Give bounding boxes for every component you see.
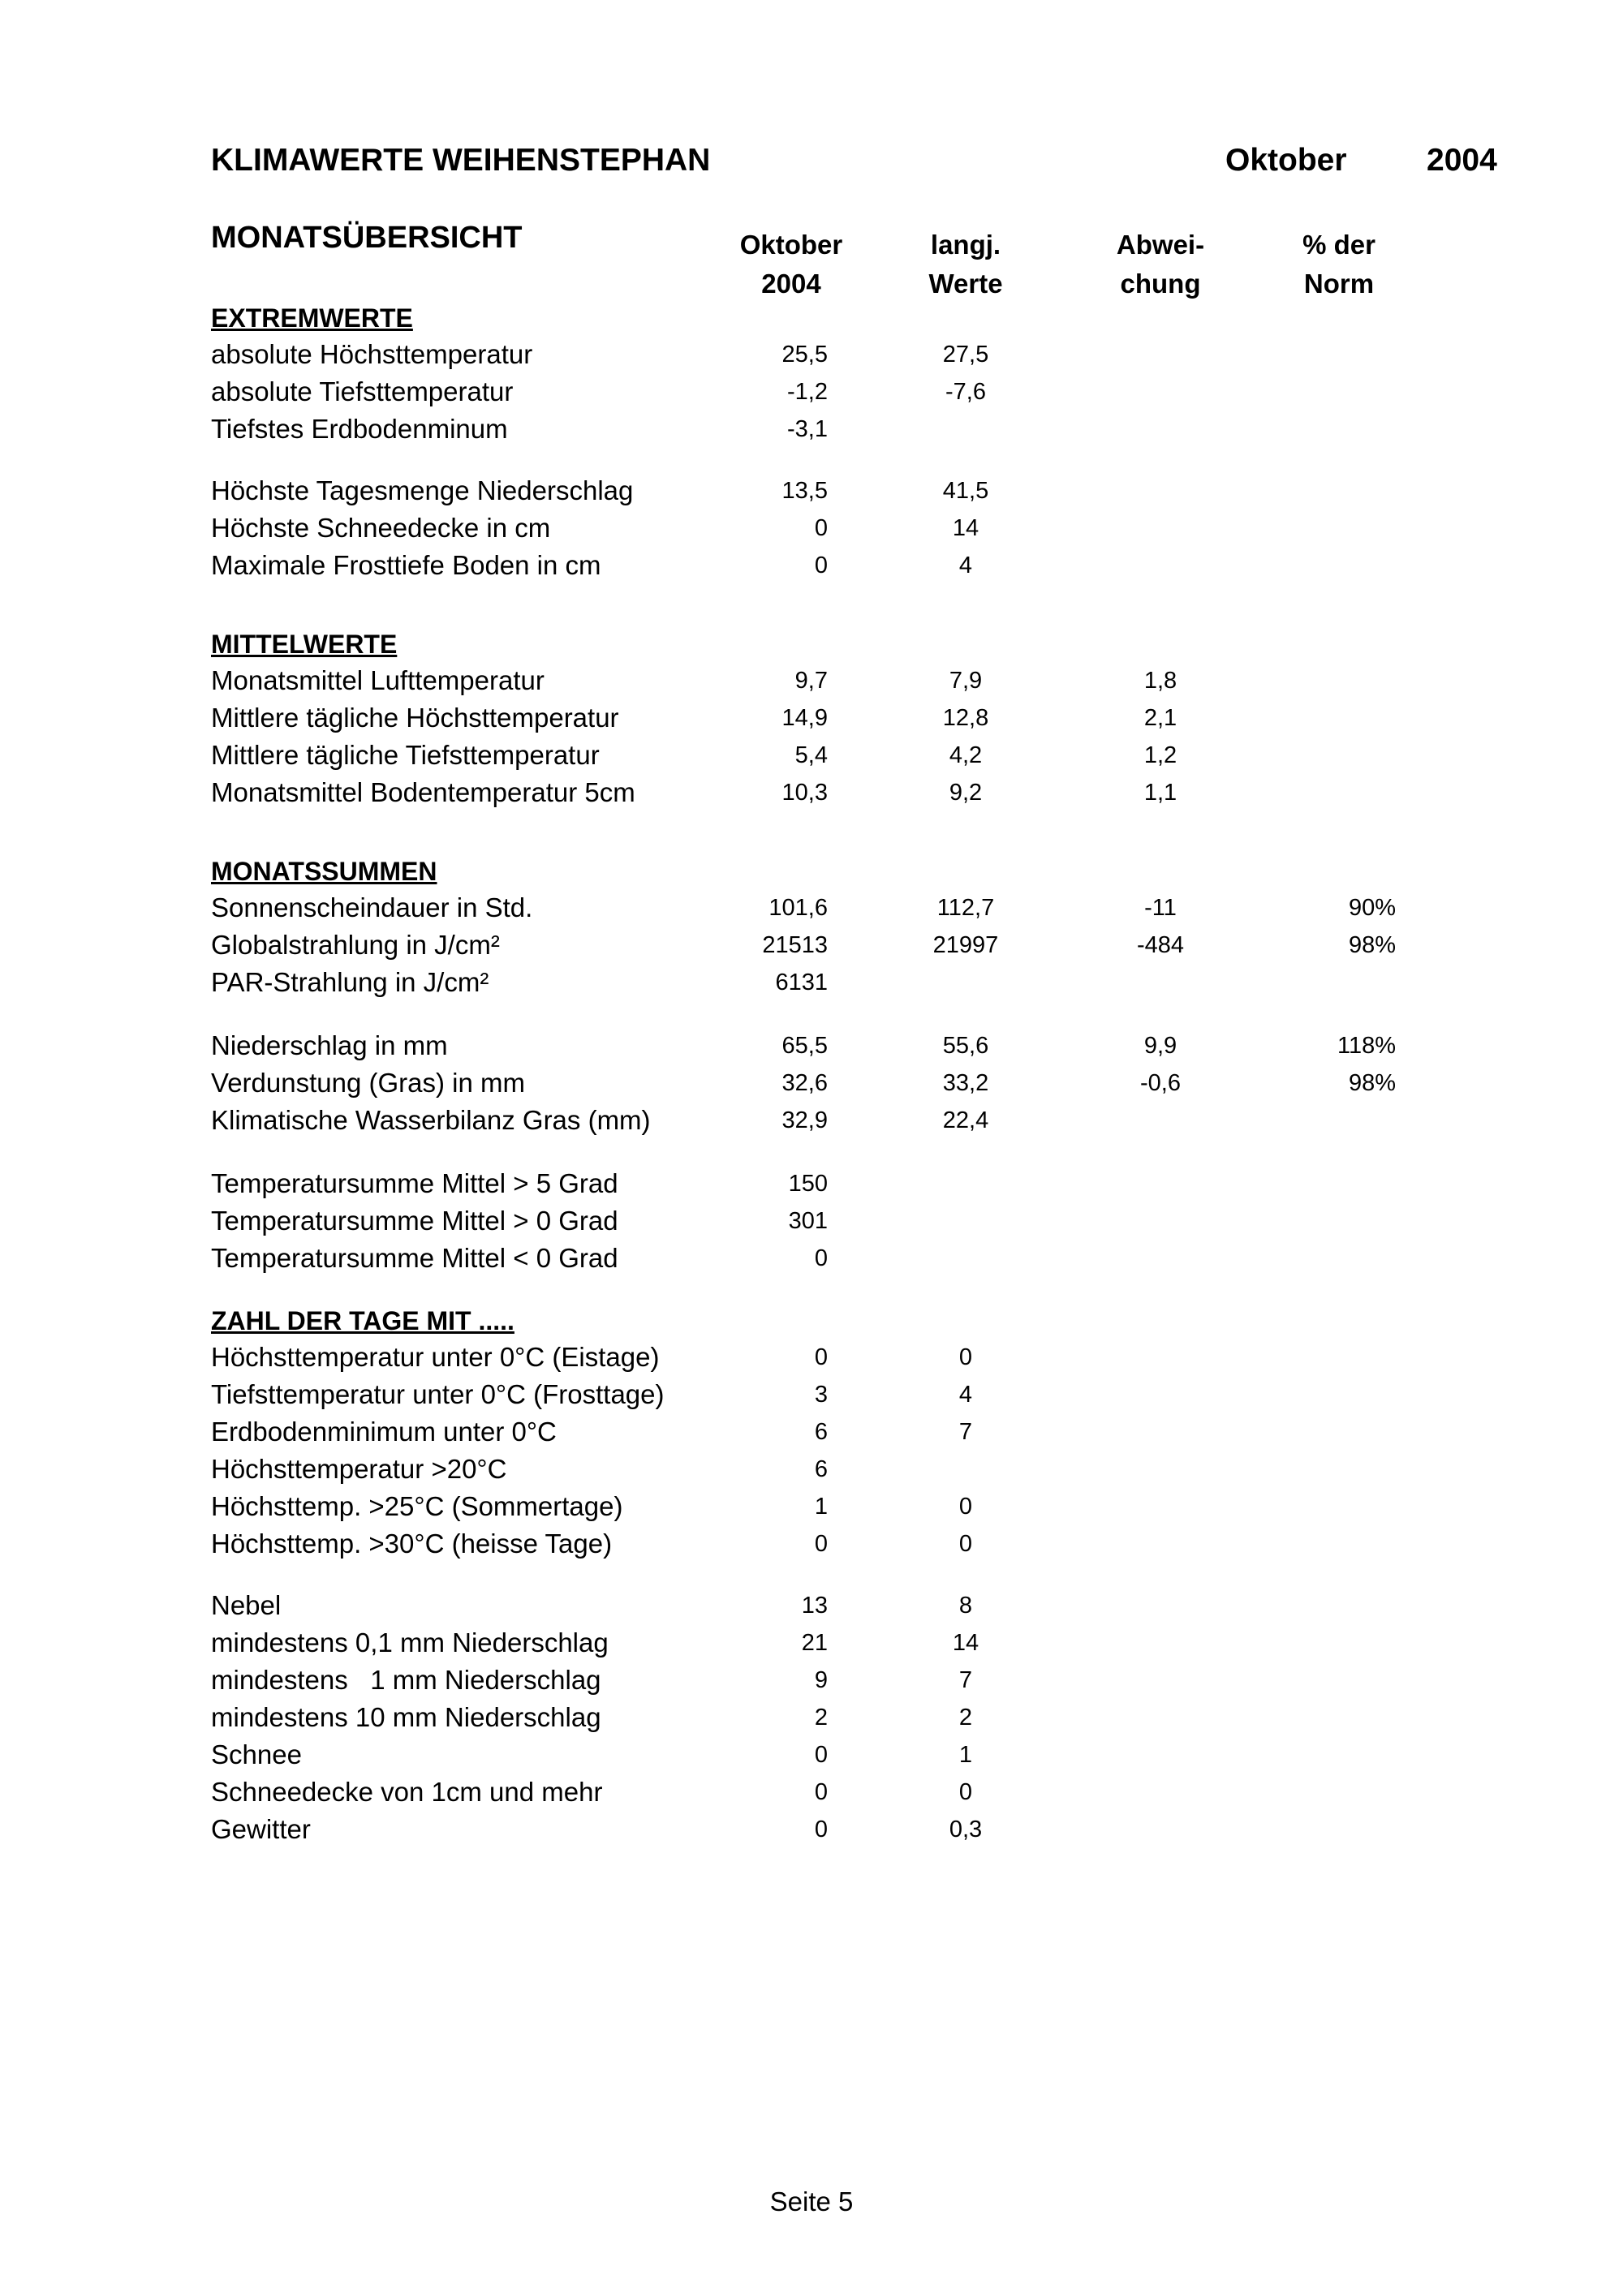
value-longterm: 7 bbox=[958, 1667, 973, 1693]
value-deviation bbox=[1096, 1342, 1225, 1344]
value-longterm: 55,6 bbox=[942, 1033, 989, 1059]
value-longterm: 9,2 bbox=[949, 780, 983, 806]
row-label: Temperatursumme Mittel > 0 Grad bbox=[211, 1206, 618, 1236]
column-header-current-line1: Oktober bbox=[739, 230, 843, 260]
value-deviation bbox=[1096, 1590, 1225, 1593]
row-label: absolute Tiefsttemperatur bbox=[211, 376, 514, 406]
table-row bbox=[0, 1105, 1623, 1142]
table-row bbox=[0, 1379, 1623, 1417]
table-row bbox=[0, 339, 1623, 376]
table-row bbox=[0, 1529, 1623, 1566]
table-row bbox=[0, 1454, 1623, 1491]
row-label: Temperatursumme Mittel > 5 Grad bbox=[211, 1168, 618, 1198]
value-current: 0 bbox=[814, 1344, 828, 1370]
value-current: 0 bbox=[814, 1817, 828, 1842]
column-header-current-line2: 2004 bbox=[761, 269, 821, 299]
value-norm-percent bbox=[1282, 550, 1396, 553]
table-row bbox=[0, 892, 1623, 930]
page-title: KLIMAWERTE WEIHENSTEPHAN bbox=[211, 143, 711, 178]
value-longterm: 0 bbox=[958, 1344, 973, 1370]
table-row bbox=[0, 1590, 1623, 1627]
row-label: Höchste Tagesmenge Niederschlag bbox=[211, 475, 634, 505]
value-current: 32,9 bbox=[781, 1107, 828, 1133]
value-current: 13 bbox=[801, 1593, 828, 1619]
row-label: Globalstrahlung in J/cm² bbox=[211, 930, 500, 960]
column-header-norm-line1: % der bbox=[1302, 230, 1375, 260]
value-longterm: 21997 bbox=[932, 932, 999, 958]
value-current: 6 bbox=[814, 1456, 828, 1482]
value-norm-percent bbox=[1282, 1491, 1396, 1494]
value-current: 0 bbox=[814, 1245, 828, 1271]
row-label: mindestens 10 mm Niederschlag bbox=[211, 1702, 601, 1732]
table-row bbox=[0, 550, 1623, 587]
value-longterm: 2 bbox=[958, 1705, 973, 1731]
table-row bbox=[0, 1627, 1623, 1665]
value-deviation: -0,6 bbox=[1140, 1070, 1181, 1096]
value-deviation: -11 bbox=[1144, 895, 1177, 921]
value-longterm: 1 bbox=[958, 1742, 973, 1768]
value-current: 3 bbox=[814, 1382, 828, 1408]
value-longterm bbox=[901, 1243, 1031, 1245]
value-current: 101,6 bbox=[768, 895, 828, 921]
column-header-deviation bbox=[1063, 226, 1258, 303]
value-longterm: 8 bbox=[958, 1593, 973, 1619]
value-current: 6 bbox=[814, 1419, 828, 1445]
row-label: mindestens 0,1 mm Niederschlag bbox=[211, 1627, 609, 1658]
value-current: 2 bbox=[814, 1705, 828, 1731]
table-row bbox=[0, 930, 1623, 967]
value-current: 5,4 bbox=[794, 742, 828, 768]
value-norm-percent bbox=[1282, 1739, 1396, 1742]
value-norm-percent: 118% bbox=[1337, 1033, 1396, 1059]
table-row bbox=[0, 665, 1623, 703]
row-label: Temperatursumme Mittel < 0 Grad bbox=[211, 1243, 618, 1273]
value-longterm: 4,2 bbox=[949, 742, 983, 768]
value-norm-percent bbox=[1282, 1417, 1396, 1419]
value-deviation: -484 bbox=[1136, 932, 1185, 958]
value-longterm: 14 bbox=[952, 515, 979, 541]
value-norm-percent bbox=[1282, 1702, 1396, 1705]
value-longterm: 4 bbox=[958, 553, 973, 578]
row-label: Niederschlag in mm bbox=[211, 1030, 448, 1060]
value-longterm: 33,2 bbox=[942, 1070, 989, 1096]
value-deviation: 1,2 bbox=[1143, 742, 1177, 768]
value-current: 0 bbox=[814, 515, 828, 541]
value-deviation bbox=[1096, 967, 1225, 970]
value-longterm bbox=[901, 1454, 1031, 1456]
table-row bbox=[0, 1777, 1623, 1814]
page-number: Seite 5 bbox=[769, 2186, 854, 2216]
value-deviation bbox=[1096, 1702, 1225, 1705]
value-norm-percent bbox=[1282, 1454, 1396, 1456]
value-longterm: 7 bbox=[958, 1419, 973, 1445]
value-current: -1,2 bbox=[787, 379, 828, 405]
column-header-deviation-line2: chung bbox=[1120, 269, 1201, 299]
value-deviation bbox=[1096, 414, 1225, 416]
value-deviation: 2,1 bbox=[1143, 705, 1177, 731]
value-deviation bbox=[1096, 550, 1225, 553]
row-label: Höchsttemperatur unter 0°C (Eistage) bbox=[211, 1342, 660, 1372]
value-current: 301 bbox=[788, 1208, 828, 1234]
value-norm-percent bbox=[1282, 1243, 1396, 1245]
value-norm-percent bbox=[1282, 703, 1396, 705]
table-row bbox=[0, 1417, 1623, 1454]
row-label: Klimatische Wasserbilanz Gras (mm) bbox=[211, 1105, 651, 1135]
row-label: Höchsttemp. >25°C (Sommertage) bbox=[211, 1491, 623, 1521]
table-row bbox=[0, 1814, 1623, 1851]
table-row bbox=[0, 703, 1623, 740]
table-row bbox=[0, 1206, 1623, 1243]
row-label: mindestens 1 mm Niederschlag bbox=[211, 1665, 601, 1695]
value-deviation bbox=[1096, 1739, 1225, 1742]
value-norm-percent bbox=[1282, 376, 1396, 379]
value-norm-percent bbox=[1282, 1529, 1396, 1531]
value-longterm: 112,7 bbox=[936, 895, 995, 921]
row-label: Tiefsttemperatur unter 0°C (Frosttage) bbox=[211, 1379, 665, 1409]
value-current: 21513 bbox=[762, 932, 828, 958]
row-label: Höchsttemperatur >20°C bbox=[211, 1454, 507, 1484]
header-year: 2004 bbox=[1427, 143, 1497, 178]
value-current: 10,3 bbox=[781, 780, 828, 806]
column-header-longterm-line2: Werte bbox=[928, 269, 1003, 299]
value-current: 65,5 bbox=[781, 1033, 828, 1059]
value-current: 14,9 bbox=[781, 705, 828, 731]
value-norm-percent bbox=[1282, 740, 1396, 742]
row-label: Verdunstung (Gras) in mm bbox=[211, 1068, 525, 1098]
value-deviation bbox=[1096, 1417, 1225, 1419]
value-deviation bbox=[1096, 1243, 1225, 1245]
row-label: Mittlere tägliche Höchsttemperatur bbox=[211, 703, 619, 733]
value-current: 9 bbox=[814, 1667, 828, 1693]
value-longterm: 12,8 bbox=[942, 705, 989, 731]
row-label: Höchsttemp. >30°C (heisse Tage) bbox=[211, 1529, 613, 1559]
value-longterm: 14 bbox=[952, 1630, 979, 1656]
value-norm-percent bbox=[1282, 1777, 1396, 1779]
value-deviation bbox=[1096, 513, 1225, 515]
value-deviation: 1,1 bbox=[1143, 780, 1177, 806]
table-row bbox=[0, 376, 1623, 414]
subtitle: MONATSÜBERSICHT bbox=[211, 221, 523, 255]
column-header-norm-line2: Norm bbox=[1303, 269, 1375, 299]
table-row bbox=[0, 1342, 1623, 1379]
value-current: 21 bbox=[801, 1630, 828, 1656]
value-deviation bbox=[1096, 1777, 1225, 1779]
value-norm-percent bbox=[1282, 1590, 1396, 1593]
value-deviation bbox=[1096, 1627, 1225, 1630]
value-norm-percent bbox=[1282, 513, 1396, 515]
value-norm-percent bbox=[1282, 339, 1396, 342]
value-deviation bbox=[1096, 1665, 1225, 1667]
value-norm-percent bbox=[1282, 1105, 1396, 1107]
value-norm-percent bbox=[1282, 1379, 1396, 1382]
table-row bbox=[0, 1702, 1623, 1739]
value-deviation bbox=[1096, 1814, 1225, 1817]
row-label: Mittlere tägliche Tiefsttemperatur bbox=[211, 740, 600, 770]
value-current: 150 bbox=[788, 1171, 828, 1197]
table-row bbox=[0, 1243, 1623, 1280]
value-deviation bbox=[1096, 1379, 1225, 1382]
value-deviation bbox=[1096, 1454, 1225, 1456]
value-norm-percent bbox=[1282, 1342, 1396, 1344]
value-current: 0 bbox=[814, 1779, 828, 1805]
value-longterm: 22,4 bbox=[942, 1107, 989, 1133]
value-longterm: -7,6 bbox=[945, 379, 986, 405]
value-deviation bbox=[1096, 376, 1225, 379]
table-row bbox=[0, 1068, 1623, 1105]
value-norm-percent bbox=[1282, 1814, 1396, 1817]
value-deviation bbox=[1096, 475, 1225, 478]
column-header-current bbox=[694, 226, 889, 303]
value-deviation: 1,8 bbox=[1143, 668, 1177, 694]
row-label: PAR-Strahlung in J/cm² bbox=[211, 967, 489, 997]
table-row bbox=[0, 1491, 1623, 1529]
value-norm-percent: 98% bbox=[1348, 1070, 1396, 1096]
column-header-longterm-line1: langj. bbox=[930, 230, 1001, 260]
value-current: 25,5 bbox=[781, 342, 828, 368]
header-month: Oktober bbox=[1225, 143, 1347, 178]
value-norm-percent bbox=[1282, 665, 1396, 668]
row-label: Nebel bbox=[211, 1590, 282, 1620]
value-current: 1 bbox=[814, 1494, 828, 1520]
value-longterm bbox=[901, 967, 1031, 970]
table-row bbox=[0, 414, 1623, 451]
table-row bbox=[0, 740, 1623, 777]
table-row bbox=[0, 513, 1623, 550]
value-norm-percent bbox=[1282, 1168, 1396, 1171]
table-row bbox=[0, 777, 1623, 815]
row-label: Monatsmittel Bodentemperatur 5cm bbox=[211, 777, 635, 807]
row-label: Tiefstes Erdbodenminum bbox=[211, 414, 508, 444]
value-norm-percent bbox=[1282, 1627, 1396, 1630]
row-label: Höchste Schneedecke in cm bbox=[211, 513, 551, 543]
value-norm-percent bbox=[1282, 1206, 1396, 1208]
row-label: Maximale Frosttiefe Boden in cm bbox=[211, 550, 601, 580]
section-zahl-der-tage: ZAHL DER TAGE MIT ..... bbox=[211, 1306, 514, 1335]
value-deviation bbox=[1096, 339, 1225, 342]
row-label: Sonnenscheindauer in Std. bbox=[211, 892, 533, 922]
value-current: 6131 bbox=[775, 970, 828, 995]
value-deviation bbox=[1096, 1168, 1225, 1171]
value-current: -3,1 bbox=[787, 416, 828, 442]
value-longterm: 4 bbox=[958, 1382, 973, 1408]
row-label: Monatsmittel Lufttemperatur bbox=[211, 665, 545, 695]
value-longterm: 0,3 bbox=[949, 1817, 983, 1842]
row-label: Schnee bbox=[211, 1739, 302, 1769]
section-mittelwerte: MITTELWERTE bbox=[211, 630, 398, 659]
value-longterm: 0 bbox=[958, 1494, 973, 1520]
value-current: 0 bbox=[814, 553, 828, 578]
column-header-longterm bbox=[868, 226, 1063, 303]
value-longterm bbox=[901, 1206, 1031, 1208]
value-longterm bbox=[901, 1168, 1031, 1171]
value-deviation bbox=[1096, 1206, 1225, 1208]
table-row bbox=[0, 1168, 1623, 1206]
value-norm-percent bbox=[1282, 777, 1396, 780]
column-header-norm bbox=[1242, 226, 1436, 303]
value-norm-percent bbox=[1282, 475, 1396, 478]
value-norm-percent bbox=[1282, 414, 1396, 416]
row-label: absolute Höchsttemperatur bbox=[211, 339, 533, 369]
value-deviation: 9,9 bbox=[1143, 1033, 1177, 1059]
value-current: 13,5 bbox=[781, 478, 828, 504]
value-norm-percent bbox=[1282, 1665, 1396, 1667]
value-longterm: 7,9 bbox=[949, 668, 983, 694]
value-longterm: 41,5 bbox=[942, 478, 989, 504]
table-row bbox=[0, 967, 1623, 1004]
value-longterm: 0 bbox=[958, 1779, 973, 1805]
row-label: Erdbodenminimum unter 0°C bbox=[211, 1417, 557, 1447]
value-norm-percent: 98% bbox=[1348, 932, 1396, 958]
value-deviation bbox=[1096, 1491, 1225, 1494]
value-deviation bbox=[1096, 1529, 1225, 1531]
table-row bbox=[0, 1030, 1623, 1068]
value-norm-percent bbox=[1282, 967, 1396, 970]
row-label: Schneedecke von 1cm und mehr bbox=[211, 1777, 603, 1807]
row-label: Gewitter bbox=[211, 1814, 311, 1844]
value-longterm bbox=[901, 414, 1031, 416]
value-longterm: 0 bbox=[958, 1531, 973, 1557]
value-current: 0 bbox=[814, 1742, 828, 1768]
column-header-deviation-line1: Abwei- bbox=[1116, 230, 1205, 260]
table-row bbox=[0, 1739, 1623, 1777]
section-extremwerte: EXTREMWERTE bbox=[211, 303, 413, 333]
value-norm-percent: 90% bbox=[1348, 895, 1396, 921]
value-longterm: 27,5 bbox=[942, 342, 989, 368]
value-current: 32,6 bbox=[781, 1070, 828, 1096]
value-deviation bbox=[1096, 1105, 1225, 1107]
table-row bbox=[0, 1665, 1623, 1702]
value-current: 9,7 bbox=[794, 668, 828, 694]
table-row bbox=[0, 475, 1623, 513]
value-current: 0 bbox=[814, 1531, 828, 1557]
section-monatssummen: MONATSSUMMEN bbox=[211, 857, 437, 886]
